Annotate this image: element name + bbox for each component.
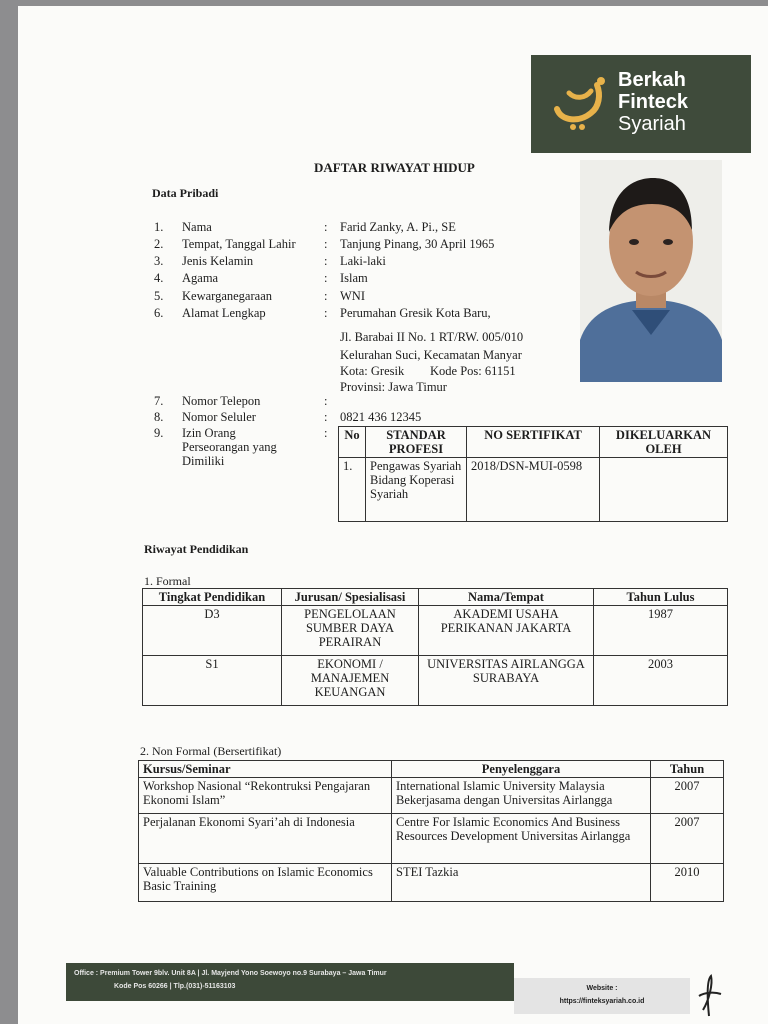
table-cell: 1987	[594, 606, 728, 656]
table-header-row	[339, 427, 728, 458]
label-izin: Izin Orang Perseorangan yang Dimiliki	[182, 426, 277, 468]
table-cell: Workshop Nasional “Rekontruksi Pengajaran Ekonomi Islam”	[139, 778, 392, 814]
table-header: Tingkat Pendidikan	[143, 589, 282, 606]
table-cell	[600, 458, 728, 522]
value-agama: Islam	[340, 271, 368, 285]
table-cell: S1	[143, 656, 282, 706]
table-cell: STEI Tazkia	[392, 864, 651, 902]
table-row	[143, 656, 728, 706]
nonformal-education-table	[138, 760, 724, 902]
table-header: Jurusan/ Spesialisasi	[282, 589, 419, 606]
table-cell: EKONOMI / MANAJEMEN KEUANGAN	[282, 656, 419, 706]
logo-line-3: Syariah	[618, 113, 686, 135]
website-label: Website :	[586, 985, 618, 992]
label-jenis-kelamin: Jenis Kelamin	[182, 254, 254, 268]
table-cell: Centre For Islamic Economics And Business Resources Development Universitas Airlangga	[392, 814, 651, 864]
table-row	[139, 778, 724, 814]
label-agama: Agama	[182, 271, 219, 285]
table-cell: International Islamic University Malaysia Bekerjasama dengan Universitas Airlangga	[392, 778, 651, 814]
signature-icon	[695, 970, 725, 1020]
row-number: 4.	[154, 271, 164, 285]
table-row	[139, 864, 724, 902]
logo-line-1: Berkah	[618, 69, 686, 91]
website-link[interactable]: https://finteksyariah.co.id	[559, 998, 645, 1005]
table-row	[139, 814, 724, 864]
footer-contact: Kode Pos 60266 | Tlp.(031)-51163103	[114, 983, 236, 990]
label-kewarganegaraan: Kewarganegaraan	[182, 289, 272, 303]
table-header: Nama/Tempat	[419, 589, 594, 606]
profile-photo	[580, 160, 722, 382]
table-header: Tahun Lulus	[594, 589, 728, 606]
table-cell: UNIVERSITAS AIRLANGGA SURABAYA	[419, 656, 594, 706]
calligraphy-logo-icon	[551, 69, 611, 133]
table-cell: PENGELOLAAN SUMBER DAYA PERAIRAN	[282, 606, 419, 656]
address-line-5: Provinsi: Jawa Timur	[340, 380, 447, 394]
table-cell: Pengawas Syariah Bidang Koperasi Syariah	[366, 458, 467, 522]
logo-text	[618, 69, 688, 135]
row-number: 3.	[154, 254, 164, 268]
address-line-3: Kota: Gresik	[340, 364, 405, 378]
value-ttl: Tanjung Pinang, 30 April 1965	[340, 237, 495, 251]
table-cell: 2003	[594, 656, 728, 706]
label-telepon: Nomor Telepon	[182, 394, 261, 408]
row-number: 8.	[154, 410, 164, 424]
company-logo	[531, 55, 751, 153]
value-jenis-kelamin: Laki-laki	[340, 254, 386, 268]
value-seluler: 0821 436 12345	[340, 410, 422, 424]
table-header: STANDAR PROFESI	[366, 427, 467, 458]
value-kewarganegaraan: WNI	[340, 289, 365, 303]
table-header: NO SERTIFIKAT	[467, 427, 600, 458]
footer-office	[66, 963, 514, 1001]
section-data-pribadi: Data Pribadi	[152, 186, 219, 200]
formal-education-table	[142, 588, 728, 706]
table-header: DIKELUARKAN OLEH	[600, 427, 728, 458]
izin-table	[338, 426, 728, 522]
table-cell: 2007	[651, 814, 724, 864]
label-alamat: Alamat Lengkap	[182, 306, 266, 320]
footer-website	[514, 978, 690, 1014]
nonformal-label: 2. Non Formal (Bersertifikat)	[140, 744, 282, 758]
table-cell: 2018/DSN-MUI-0598	[467, 458, 600, 522]
value-nama: Farid Zanky, A. Pi., SE	[340, 220, 456, 234]
table-header-row	[143, 589, 728, 606]
table-header: Kursus/Seminar	[139, 761, 392, 778]
table-header-row	[139, 761, 724, 778]
address-line-2: Kelurahan Suci, Kecamatan Manyar	[340, 348, 522, 362]
person-portrait-icon	[580, 160, 722, 382]
row-number: 6.	[154, 306, 164, 320]
table-header: Tahun	[651, 761, 724, 778]
row-number: 5.	[154, 289, 164, 303]
table-cell: Perjalanan Ekonomi Syari’ah di Indonesia	[139, 814, 392, 864]
table-cell: 2007	[651, 778, 724, 814]
footer-office-address: Office : Premium Tower 9blv. Unit 8A | Jl. Mayjend Yono Soewoyo no.9 Surabaya – Jawa Timur	[74, 970, 387, 977]
table-cell: D3	[143, 606, 282, 656]
row-number: 9.	[154, 426, 164, 440]
table-cell: Valuable Contributions on Islamic Economics Basic Training	[139, 864, 392, 902]
row-number: 1.	[154, 220, 164, 234]
table-row	[339, 458, 728, 522]
table-row	[143, 606, 728, 656]
label-nama: Nama	[182, 220, 212, 234]
logo-line-2: Finteck	[618, 91, 689, 113]
table-header: Penyelenggara	[392, 761, 651, 778]
row-number: 7.	[154, 394, 164, 408]
label-ttl: Tempat, Tanggal Lahir	[182, 237, 296, 251]
section-riwayat-pendidikan: Riwayat Pendidikan	[144, 542, 249, 556]
address-line-4: Kode Pos: 61151	[430, 364, 516, 378]
label-seluler: Nomor Seluler	[182, 410, 256, 424]
address-line-1: Jl. Barabai II No. 1 RT/RW. 005/010	[340, 330, 524, 344]
table-cell: 2010	[651, 864, 724, 902]
table-cell: AKADEMI USAHA PERIKANAN JAKARTA	[419, 606, 594, 656]
table-header: No	[339, 427, 366, 458]
document-title: DAFTAR RIWAYAT HIDUP	[314, 160, 475, 175]
row-number: 2.	[154, 237, 164, 251]
formal-label: 1. Formal	[144, 574, 191, 588]
value-alamat: Perumahan Gresik Kota Baru,	[340, 306, 491, 320]
table-cell: 1.	[339, 458, 366, 522]
